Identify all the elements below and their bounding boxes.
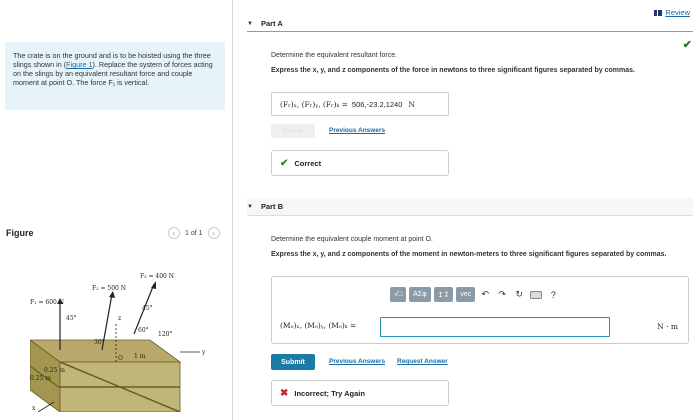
label-45a: 45° bbox=[66, 315, 77, 322]
part-b-title: Part B bbox=[260, 202, 284, 211]
label-025a: 0.25 m bbox=[30, 375, 51, 382]
part-a-answer-value: 506,-23.2,1240 bbox=[351, 99, 403, 109]
figure-pager bbox=[168, 227, 220, 239]
label-f1: F₁ = 600 N bbox=[30, 299, 65, 306]
part-b-header[interactable] bbox=[247, 198, 693, 216]
part-b-feedback bbox=[271, 380, 449, 406]
x-axis bbox=[38, 402, 54, 412]
f3-arrowhead bbox=[151, 281, 156, 289]
label-1m: 1 m bbox=[134, 353, 146, 360]
label-f3: F₃ = 400 N bbox=[140, 273, 175, 280]
checkmark-icon: ✔ bbox=[682, 39, 692, 51]
next-figure-button[interactable]: › bbox=[208, 227, 220, 239]
check-icon: ✔ bbox=[280, 157, 289, 169]
collapse-caret-icon: ▼ bbox=[247, 203, 253, 210]
label-y: y bbox=[202, 349, 206, 356]
subscript-button[interactable]: ↥↧ bbox=[434, 287, 454, 302]
part-a-answer-box bbox=[271, 92, 449, 116]
left-panel bbox=[0, 0, 232, 420]
figure-link[interactable]: Figure 1 bbox=[66, 60, 93, 69]
part-a-question: Determine the equivalent resultant force. bbox=[271, 52, 398, 59]
math-toolbar bbox=[390, 287, 560, 302]
part-b-previous-answers-link[interactable]: Previous Answers bbox=[329, 358, 386, 365]
part-b-feedback-text: Incorrect; Try Again bbox=[294, 388, 365, 398]
redo-icon[interactable]: ↷ bbox=[498, 289, 507, 299]
help-icon[interactable]: ? bbox=[550, 289, 556, 300]
part-b-answer-unit: N · m bbox=[657, 322, 678, 331]
part-b-question: Determine the equivalent couple moment at point O. bbox=[271, 236, 433, 243]
f2-arrowhead bbox=[109, 291, 115, 298]
problem-text-2: ). Replace the system of forces acting on the slings by an equivalent resultant force and couple moment at point O. The force F₁ is vertical. bbox=[13, 60, 213, 87]
review-label: Review bbox=[665, 8, 690, 17]
part-a-previous-answers-link[interactable]: Previous Answers bbox=[329, 127, 386, 134]
part-a-header[interactable] bbox=[247, 16, 693, 32]
label-x: x bbox=[32, 405, 36, 412]
part-b-math-editor bbox=[271, 276, 689, 344]
figure-pager-text: 1 of 1 bbox=[185, 229, 203, 237]
review-icon bbox=[654, 10, 662, 16]
reset-icon[interactable]: ↻ bbox=[515, 289, 524, 299]
label-z: z bbox=[118, 315, 122, 322]
x-icon: ✖ bbox=[280, 387, 289, 399]
problem-statement bbox=[5, 42, 225, 110]
keyboard-icon[interactable] bbox=[529, 288, 543, 302]
label-60: 60° bbox=[138, 327, 149, 334]
part-a-feedback bbox=[271, 150, 449, 176]
vector-button[interactable]: vec bbox=[456, 287, 475, 302]
part-b-submit-button[interactable]: Submit bbox=[271, 354, 315, 370]
part-b-request-answer-link[interactable]: Request Answer bbox=[397, 358, 448, 365]
part-b-answer-label: (Mₒ)ₓ, (Mₒ)ᵧ, (Mₒ)ₖ = bbox=[280, 321, 357, 330]
crate-figure bbox=[30, 262, 220, 412]
label-f2: F₂ = 500 N bbox=[92, 285, 127, 292]
part-a-answer-unit: N bbox=[408, 99, 415, 109]
undo-icon[interactable]: ↶ bbox=[481, 289, 490, 299]
part-b-instruction: Express the x, y, and z components of the moment in newton-meters to three significant figures separated by commas. bbox=[271, 251, 667, 258]
part-a-title: Part A bbox=[260, 19, 283, 28]
symbols-button[interactable]: AΣφ bbox=[409, 287, 431, 302]
label-30: 30° bbox=[94, 339, 105, 346]
part-a-answer-label: (Fᵣ)ₓ, (Fᵣ)ᵧ, (Fᵣ)ₖ = bbox=[280, 99, 348, 109]
label-o: O bbox=[118, 355, 123, 362]
prev-figure-button[interactable]: ‹ bbox=[168, 227, 180, 239]
label-025b: 0.25 m bbox=[44, 367, 65, 374]
part-a-instruction: Express the x, y, and z components of the force in newtons to three significant figures separated by commas. bbox=[271, 67, 635, 74]
templates-button[interactable]: √□ bbox=[390, 287, 406, 302]
problem-text: The crate is on the ground and is to be hoisted using the three slings shown in ( bbox=[13, 51, 211, 69]
collapse-caret-icon: ▼ bbox=[247, 20, 253, 27]
right-panel bbox=[232, 0, 700, 420]
part-a-feedback-text: Correct bbox=[294, 158, 322, 168]
part-b-answer-input[interactable] bbox=[380, 317, 610, 337]
figure-title: Figure bbox=[6, 228, 34, 238]
label-120: 120° bbox=[158, 331, 173, 338]
label-45b: 45° bbox=[142, 305, 153, 312]
part-a-submit-button[interactable]: Submit bbox=[271, 124, 315, 138]
